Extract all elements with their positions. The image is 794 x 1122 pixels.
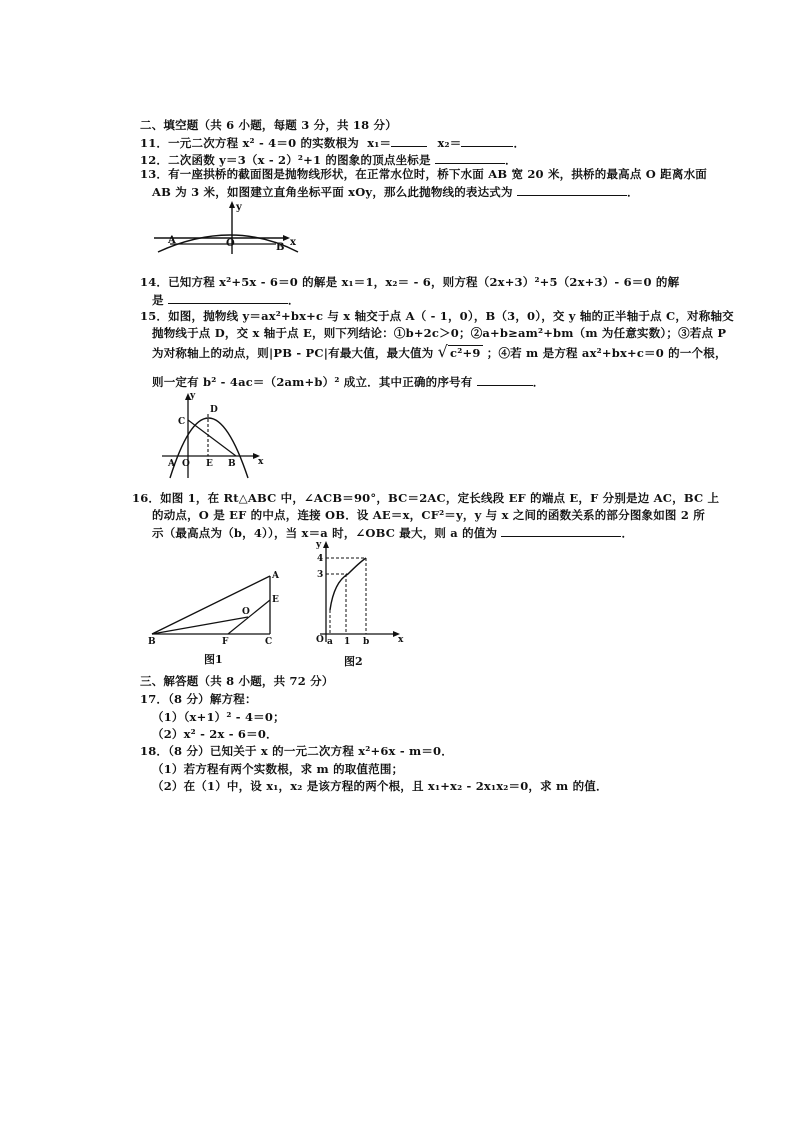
question-12: 12．二次函数 y＝3（x - 2）²+1 的图象的顶点坐标是 ． xyxy=(140,153,517,167)
figure-2-caption: 图2 xyxy=(344,655,363,668)
arch-bridge-figure xyxy=(148,198,308,258)
question-15-line-4: 则一定有 b² - 4ac＝（2am+b）² 成立．其中正确的序号有 ． xyxy=(152,375,545,389)
point-label-a: A xyxy=(168,459,175,469)
point-label-o: O xyxy=(182,459,190,469)
tick-label-b: b xyxy=(363,637,370,647)
tick-label-3: 3 xyxy=(317,570,324,580)
parabola-curve xyxy=(170,418,248,478)
section-3-title: 三、解答题（共 8 小题，共 72 分） xyxy=(140,674,334,688)
x-axis-arrow xyxy=(283,235,290,241)
answer-blank xyxy=(461,135,513,147)
axis-label-y: y xyxy=(316,540,322,550)
tick-label-4: 4 xyxy=(317,554,324,564)
question-15-text: ；④若 m 是方程 ax²+bx+c＝0 的一个根， xyxy=(486,346,727,360)
point-label-b: B xyxy=(228,459,236,469)
point-label-f: F xyxy=(222,637,229,646)
question-15-line-3 xyxy=(152,341,727,362)
answer-blank xyxy=(501,525,621,537)
question-15-text: 为对称轴上的动点，则|PB - PC|有最大值，最大值为 xyxy=(152,346,434,360)
question-16-line-3: 示（最高点为（b，4）），当 x＝a 时，∠OBC 最大，则 a 的值为 ． xyxy=(152,526,634,540)
question-14-line-2: 是 ． xyxy=(152,293,300,307)
side-ab xyxy=(152,576,270,634)
segment-bc xyxy=(188,420,236,456)
triangle-figure-1 xyxy=(144,568,284,646)
sqrt-expression: √ c²+9 xyxy=(437,341,481,361)
question-18-part-1: （1）若方程有两个实数根，求 m 的取值范围； xyxy=(152,762,404,776)
answer-blank xyxy=(168,292,288,304)
point-label-o: O xyxy=(242,607,250,617)
axis-label-y: y xyxy=(236,202,242,213)
parabola-figure xyxy=(160,390,270,480)
function-curve xyxy=(330,558,366,610)
question-17-part-1: （1）（x+1）² - 4＝0； xyxy=(152,710,285,724)
origin-label: O xyxy=(316,635,324,645)
axis-label-x: x xyxy=(398,635,404,645)
function-graph-figure-2 xyxy=(306,538,406,648)
question-12-text: 12．二次函数 y＝3（x - 2）²+1 的图象的顶点坐标是 xyxy=(140,153,431,167)
figure-1-caption: 图1 xyxy=(204,653,223,666)
point-label-d: D xyxy=(210,405,218,415)
answer-blank xyxy=(435,152,505,164)
axis-label-y: y xyxy=(190,391,196,401)
question-11: 11．一元二次方程 x² - 4＝0 的实数根为 x₁＝ x₂＝ ． xyxy=(140,136,526,150)
question-18-title: 18．（8 分）已知关于 x 的一元二次方程 x²+6x - m＝0． xyxy=(140,744,453,758)
segment-ef xyxy=(228,600,270,634)
axis-label-x: x xyxy=(258,457,264,467)
question-14-text: 是 xyxy=(152,293,164,307)
point-label-a: A xyxy=(272,571,279,581)
question-13-text: AB 为 3 米，如图建立直角坐标平面 xOy，那么此抛物线的表达式为 xyxy=(152,185,513,199)
root-x2-label: x₂＝ xyxy=(437,136,462,150)
question-17-part-2: （2）x² - 2x - 6＝0． xyxy=(152,727,278,741)
point-label-b: B xyxy=(148,637,156,646)
question-13-line-1: 13．有一座拱桥的截面图是抛物线形状，在正常水位时，桥下水面 AB 宽 20 米，拱桥的最高点 O 距离水面 xyxy=(140,167,707,181)
question-15-line-1: 15．如图，抛物线 y＝ax²+bx+c 与 x 轴交于点 A（ - 1，0），B（3，0），交 y 轴的正半轴于点 C，对称轴交 xyxy=(140,309,734,323)
section-2-title: 二、填空题（共 6 小题，每题 3 分，共 18 分） xyxy=(140,118,397,132)
answer-blank xyxy=(477,374,533,386)
point-label-c: C xyxy=(178,417,186,427)
question-13-line-2: AB 为 3 米，如图建立直角坐标平面 xOy，那么此抛物线的表达式为 ． xyxy=(152,185,639,199)
question-18-part-2: （2）在（1）中，设 x₁，x₂ 是该方程的两个根，且 x₁+x₂ - 2x₁x₂＝0，求 m 的值． xyxy=(152,779,608,793)
point-label-b: B xyxy=(276,242,285,253)
tick-label-a: a xyxy=(327,637,333,647)
question-15-line-2: 抛物线于点 D，交 x 轴于点 E，则下列结论：①b+2c＞0；②a+b≥am²+bm（m 为任意实数）；③若点 P xyxy=(152,326,727,340)
root-x1-label: x₁＝ xyxy=(367,136,392,150)
y-axis-arrow xyxy=(229,201,235,208)
question-17-title: 17．（8 分）解方程： xyxy=(140,692,257,706)
answer-blank xyxy=(517,184,627,196)
point-label-o: O xyxy=(226,238,235,249)
tick-label-1: 1 xyxy=(344,637,351,647)
answer-blank xyxy=(391,135,427,147)
question-16-line-2: 的动点，O 是 EF 的中点，连接 OB．设 AE＝x，CF²＝y，y 与 x 之间的函数关系的部分图象如图 2 所 xyxy=(152,508,705,522)
sqrt-radicand: c²+9 xyxy=(450,345,481,360)
question-15-text: 则一定有 b² - 4ac＝（2am+b）² 成立．其中正确的序号有 xyxy=(152,375,473,389)
question-16-text: 示（最高点为（b，4）），当 x＝a 时，∠OBC 最大，则 a 的值为 xyxy=(152,526,498,540)
segment-ob xyxy=(152,617,248,634)
axis-label-x: x xyxy=(290,237,296,248)
point-label-e: E xyxy=(206,459,213,469)
question-11-text: 11．一元二次方程 x² - 4＝0 的实数根为 xyxy=(140,136,359,150)
point-label-e: E xyxy=(272,595,279,605)
question-16-line-1: 16．如图 1，在 Rt△ABC 中，∠ACB＝90°，BC＝2AC，定长线段 EF 的端点 E，F 分别是边 AC，BC 上 xyxy=(132,491,720,505)
point-label-a: A xyxy=(168,235,176,246)
question-14-line-1: 14．已知方程 x²+5x - 6＝0 的解是 x₁＝1，x₂＝ - 6，则方程（2x+3）²+5（2x+3）- 6＝0 的解 xyxy=(140,275,680,289)
y-axis-arrow xyxy=(323,541,329,548)
point-label-c: C xyxy=(265,637,273,646)
